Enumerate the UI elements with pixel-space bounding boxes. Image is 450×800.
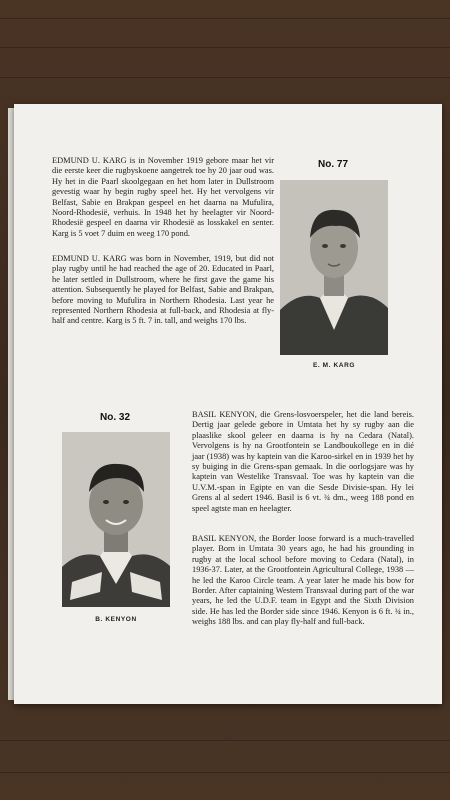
karg-caption: E. M. KARG	[312, 362, 356, 369]
book-page	[14, 104, 442, 742]
karg-bio-afrikaans: EDMUND U. KARG is in November 1919 gebore maar het vir die eerste keer die rugbyskoene aangetrek toe hy 20 jaar oud was. Hy het in die Paarl skoolgegaan en het hom later in Dullstroom gevestig waar hy begin rugby speel het. Hy het vervolgens vir Belfast, Sabie en Brakpan gespeel en het daarna na Mufulira, Noord-Rhodesië, verhuis. In 1948 het hy heelagter vir Noord-Rhodesië gespeel en daarna vir Rhodesië as losskakel en senter. Karg is 5 voet 7 duim en weeg 170 pond.	[52, 156, 274, 238]
page-number: 49	[224, 734, 232, 742]
karg-portrait-photo	[280, 180, 388, 355]
kenyon-bio-afrikaans: BASIL KENYON, die Grens-losvoerspeler, het die land bereis. Dertig jaar gelede gebore in Umtata het hy sy rugby aan die plaaslike skool geleer en daarna is hy na Cedara (Natal). Vervolgens is hy na Grootfontein se Landboukollege en in dié jaar (1938) was hy kaptein van die Karoo-sirkel en in 1939 het hy sy buiging in die Grens-span gemaak. In die oorlogsjare was hy kaptein van Westelike Transvaal. Toe was hy kaptein van die U.V.M.-span in Egipte en van die Sesde Divisie-span. Hy lei Grens al al sedert 1946. Basil is 6 vt. ¾ dm., weeg 188 pond en speel agtste man en heelagter.	[192, 410, 414, 513]
kenyon-bio-english: BASIL KENYON, the Border loose forward is a much-travelled player. Born in Umtata 30 years ago, he had his grounding in rugby at the local school before moving to Cedara (Natal), in 1936-37. Later, at the Grootfontein Agricultural College, 1938 — he led the Karoo Circle team. A year later he made his bow for Border. After captaining Western Transvaal during part of the war years, he led the U.D.F. team in Egypt and the Sixth Division side. He has led the Border side since 1946. Kenyon is 6 ft. ¾ in., weighs 188 lbs. and can play fly-half and full-back.	[192, 534, 414, 627]
kenyon-number-heading: No. 32	[100, 412, 131, 423]
kenyon-portrait-photo	[62, 432, 170, 607]
karg-bio-english: EDMUND U. KARG was born in November, 1919, but did not play rugby until he had reached the age of 20. Educated in Paarl, he later settled in Dullstroom, where he first gave the game his attention. Subsequently he played for Belfast, Sabie and Brakpan, before moving to Mufulira in Northern Rhodesia. Last year he represented Northern Rhodesia at full-back, and Rhodesia at fly-half and centre. Karg is 5 ft. 7 in. tall, and weighs 170 lbs.	[52, 254, 274, 326]
kenyon-caption: B. KENYON	[95, 616, 137, 623]
karg-number-heading: No. 77	[318, 159, 349, 170]
